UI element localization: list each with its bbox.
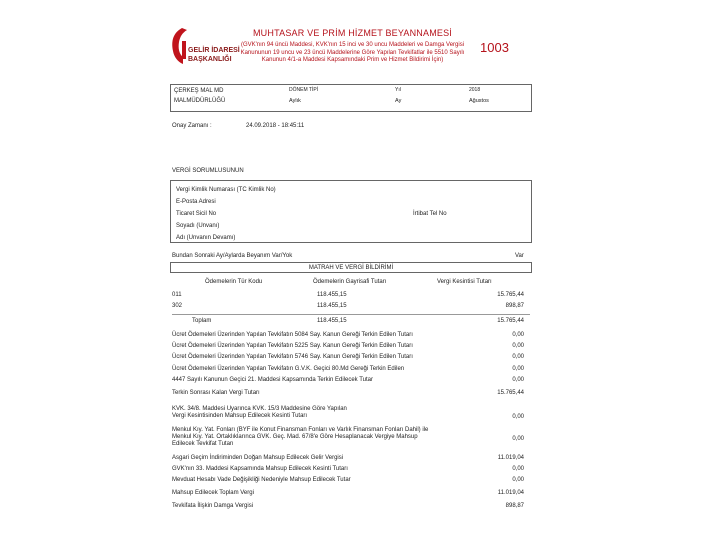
approval-label: Onay Zamanı : <box>172 123 212 129</box>
logo-line2: BAŞKANLIĞI <box>188 56 232 63</box>
line-value: 0,00 <box>512 354 524 360</box>
taxpayer-section-title: VERGİ SORUMLUSUNUN <box>172 168 244 174</box>
form-subtitle <box>225 42 480 65</box>
email-field: E-Posta Adresi <box>176 199 216 205</box>
line-value: 0,00 <box>512 366 524 372</box>
line-value: 0,00 <box>512 377 524 383</box>
line-label: Ücret Ödemeleri Üzerinden Yapılan Tevkifatın 5084 Say. Kanun Gereği Terkin Edilen Tutarı <box>172 332 413 338</box>
year-value: 2018 <box>469 87 481 93</box>
matrah-title-box <box>170 262 532 273</box>
row-gross: 118.455,15 <box>317 292 347 298</box>
contact-phone-field: İrtibat Tel No <box>413 211 447 217</box>
line-value: 0,00 <box>512 343 524 349</box>
line-label: Ücret Ödemeleri Üzerinden Yapılan Tevkifatın 5225 Say. Kanun Gereği Terkin Edilen Tutarı <box>172 343 413 349</box>
offset-label <box>172 406 347 420</box>
subtitle-line: Kanunun 4/1-a Maddesi Kapsamındaki Prim ve Hizmet Bildirimi İçin) <box>261 57 444 63</box>
total-tax: 15.765,44 <box>497 318 524 324</box>
line-value: 11.019,04 <box>497 455 524 461</box>
office-name-2: MALMÜDÜRLÜĞÜ <box>174 98 226 104</box>
office-period-box <box>170 84 532 112</box>
matrah-section-title: MATRAH VE VERGİ BİLDİRİMİ <box>308 265 394 271</box>
row-code: 302 <box>172 303 183 309</box>
line-label: 4447 Sayılı Kanunun Geçici 21. Maddesi Kapsamında Terkin Edilecek Tutar <box>172 377 374 383</box>
offset-label-line: Menkul Kıy. Yat. Ortaklıklarınca GVK. Geç. Mad. 67/8'e Göre Hesaplanacak Vergiye Mahsup <box>172 434 418 440</box>
line-value: 11.019,04 <box>497 490 524 496</box>
tax-id-field: Vergi Kimlik Numarası (TC Kimlik No) <box>176 187 276 193</box>
form-number: 1003 <box>480 40 509 55</box>
period-type-value: Aylık <box>289 98 301 104</box>
surname-field: Soyadı (Unvanı) <box>176 223 220 229</box>
taxpayer-box <box>170 180 532 243</box>
line-label: Terkin Sonrası Kalan Vergi Tutarı <box>172 390 260 396</box>
line-label: Mevduat Hesabı Vade Değişikliği Nedeniyle Mahsup Edilecek Tutar <box>172 477 351 483</box>
line-value: 15.765,44 <box>497 390 524 396</box>
period-type-label: DÖNEM TİPİ <box>289 87 319 93</box>
line-label: Mahsup Edilecek Toplam Vergi <box>172 490 254 496</box>
trade-registry-field: Ticaret Sicil No <box>176 211 217 217</box>
offset-value: 0,00 <box>512 414 524 420</box>
subtitle-line: Kanununun 19 uncu ve 23 üncü Maddelerine Göre Yapılan Tevkifatlar ile 5510 Sayılı <box>240 49 465 56</box>
revenue-administration-logo-icon <box>170 27 188 65</box>
offset-label-line: Edilecek Tevkifat Tutarı <box>172 441 234 447</box>
column-header-code: Ödemelerin Tür Kodu <box>205 279 263 285</box>
form-title: MUHTASAR VE PRİM HİZMET BEYANNAMESİ <box>252 28 453 38</box>
month-label: Ay <box>395 98 402 104</box>
line-label: Ücret Ödemeleri Üzerinden Yapılan Tevkifatın 5746 Say. Kanun Gereği Terkin Edilen Tutarı <box>172 354 413 360</box>
column-header-gross: Ödemelerin Gayrisafi Tutarı <box>313 279 387 285</box>
offset-label-line: Menkul Kıy. Yat. Fonları (BYF ile Konut Finansman Fonları ve Varlık Finansman Fonları Dahil) ile <box>172 427 429 433</box>
line-label: Ücret Ödemeleri Üzerinden Yapılan Tevkifatın G.V.K. Geçici 80.Md Gereği Terkin Edilen <box>172 366 405 372</box>
year-label: Yıl <box>395 87 401 93</box>
column-header-tax: Vergi Kesintisi Tutarı <box>437 279 492 285</box>
total-divider <box>172 314 530 315</box>
office-name: ÇERKEŞ MAL MD <box>174 88 224 94</box>
subtitle-line: (GVK'nın 94 üncü Maddesi, KVK'nın 15 inci ve 30 uncu Maddeleri ve Damga Vergisi <box>240 42 465 48</box>
row-code: 011 <box>172 292 182 298</box>
offset-label <box>172 427 428 448</box>
line-value: 898,87 <box>505 503 524 509</box>
line-value: 0,00 <box>512 332 524 338</box>
line-label: Tevkifata İlişkin Damga Vergisi <box>172 503 254 509</box>
total-label: Toplam <box>192 318 212 324</box>
offset-value: 0,00 <box>512 436 524 442</box>
row-tax: 15.765,44 <box>497 292 524 298</box>
total-gross: 118.455,15 <box>317 318 347 324</box>
line-label: GVK'nın 33. Maddesi Kapsamında Mahsup Edilecek Kesinti Tutarı <box>172 466 348 472</box>
offset-label-line: Vergi Kesintisinden Mahsup Edilecek Kesinti Tutarı <box>172 413 308 419</box>
line-value: 0,00 <box>512 466 524 472</box>
line-label: Asgari Geçim İndiriminden Doğan Mahsup Edilecek Gelir Vergisi <box>172 455 344 461</box>
name-field: Adı (Unvanın Devamı) <box>176 235 236 241</box>
row-gross: 118.455,15 <box>317 303 347 309</box>
future-declaration-label: Bundan Sonraki Ay/Aylarda Beyanım Var/Yok <box>172 253 293 259</box>
offset-label-line: KVK. 34/8. Maddesi Uyarınca KVK. 15/3 Maddesine Göre Yapılan <box>172 406 347 412</box>
row-tax: 898,87 <box>505 303 524 309</box>
future-declaration-value: Var <box>515 253 524 259</box>
line-value: 0,00 <box>512 477 524 483</box>
logo-line1: GELİR İDARESİ <box>188 47 240 54</box>
approval-time: 24.09.2018 - 18:45:11 <box>246 123 305 129</box>
month-value: Ağustos <box>469 98 489 104</box>
